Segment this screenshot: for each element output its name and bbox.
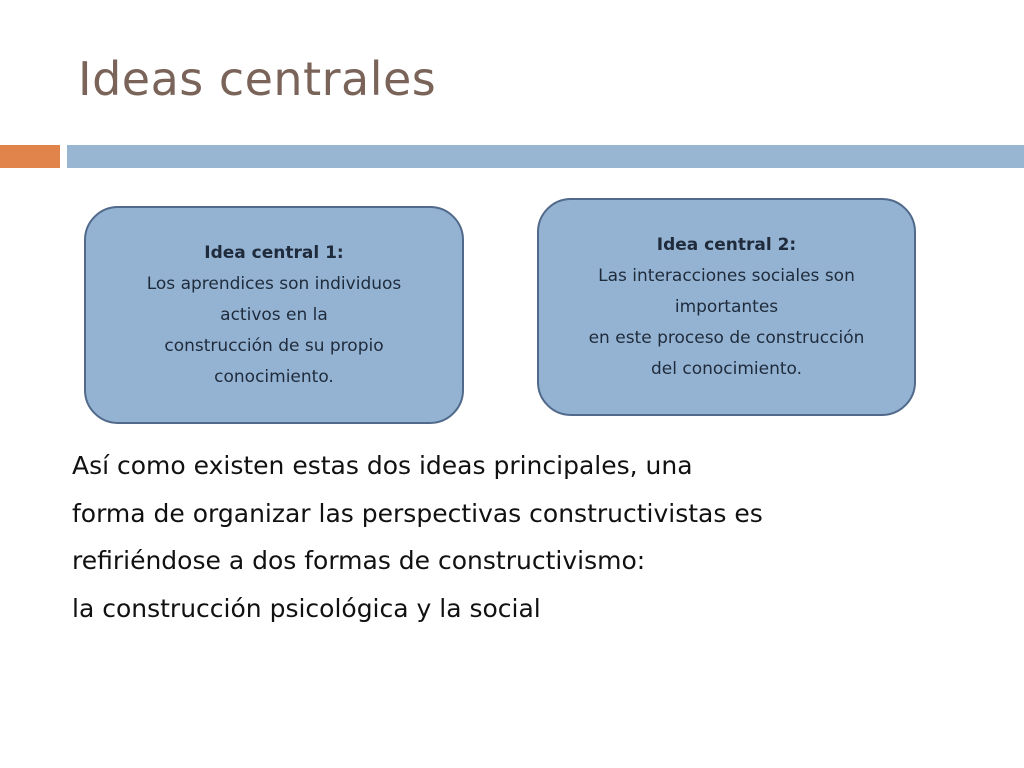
idea-1-line-4: conocimiento. — [214, 366, 334, 387]
body-paragraph — [72, 442, 972, 632]
title-accent-bar-orange — [0, 145, 60, 168]
title-accent-bar-blue — [67, 145, 1024, 168]
slide-title: Ideas centrales — [78, 52, 437, 106]
idea-1-line-2: activos en la — [220, 304, 328, 325]
idea-1-line-3: construcción de su propio — [164, 335, 384, 356]
idea-2-line-2: importantes — [674, 296, 779, 317]
idea-box-2 — [537, 198, 916, 416]
idea-2-heading: Idea central 2: — [656, 234, 797, 255]
body-line-1: Así como existen estas dos ideas principales, una — [72, 451, 693, 480]
idea-2-line-1: Las interacciones sociales son — [598, 265, 855, 286]
body-line-4: la construcción psicológica y la social — [72, 593, 541, 623]
idea-box-1 — [84, 206, 464, 424]
idea-1-line-1: Los aprendices son individuos — [146, 273, 402, 294]
idea-1-heading: Idea central 1: — [204, 242, 344, 263]
body-line-3: refiriéndose a dos formas de constructivismo: — [72, 546, 646, 575]
body-line-2: forma de organizar las perspectivas constructivistas es — [72, 498, 763, 528]
idea-2-line-3: en este proceso de construcción — [588, 327, 865, 348]
idea-2-line-4: del conocimiento. — [650, 358, 803, 379]
